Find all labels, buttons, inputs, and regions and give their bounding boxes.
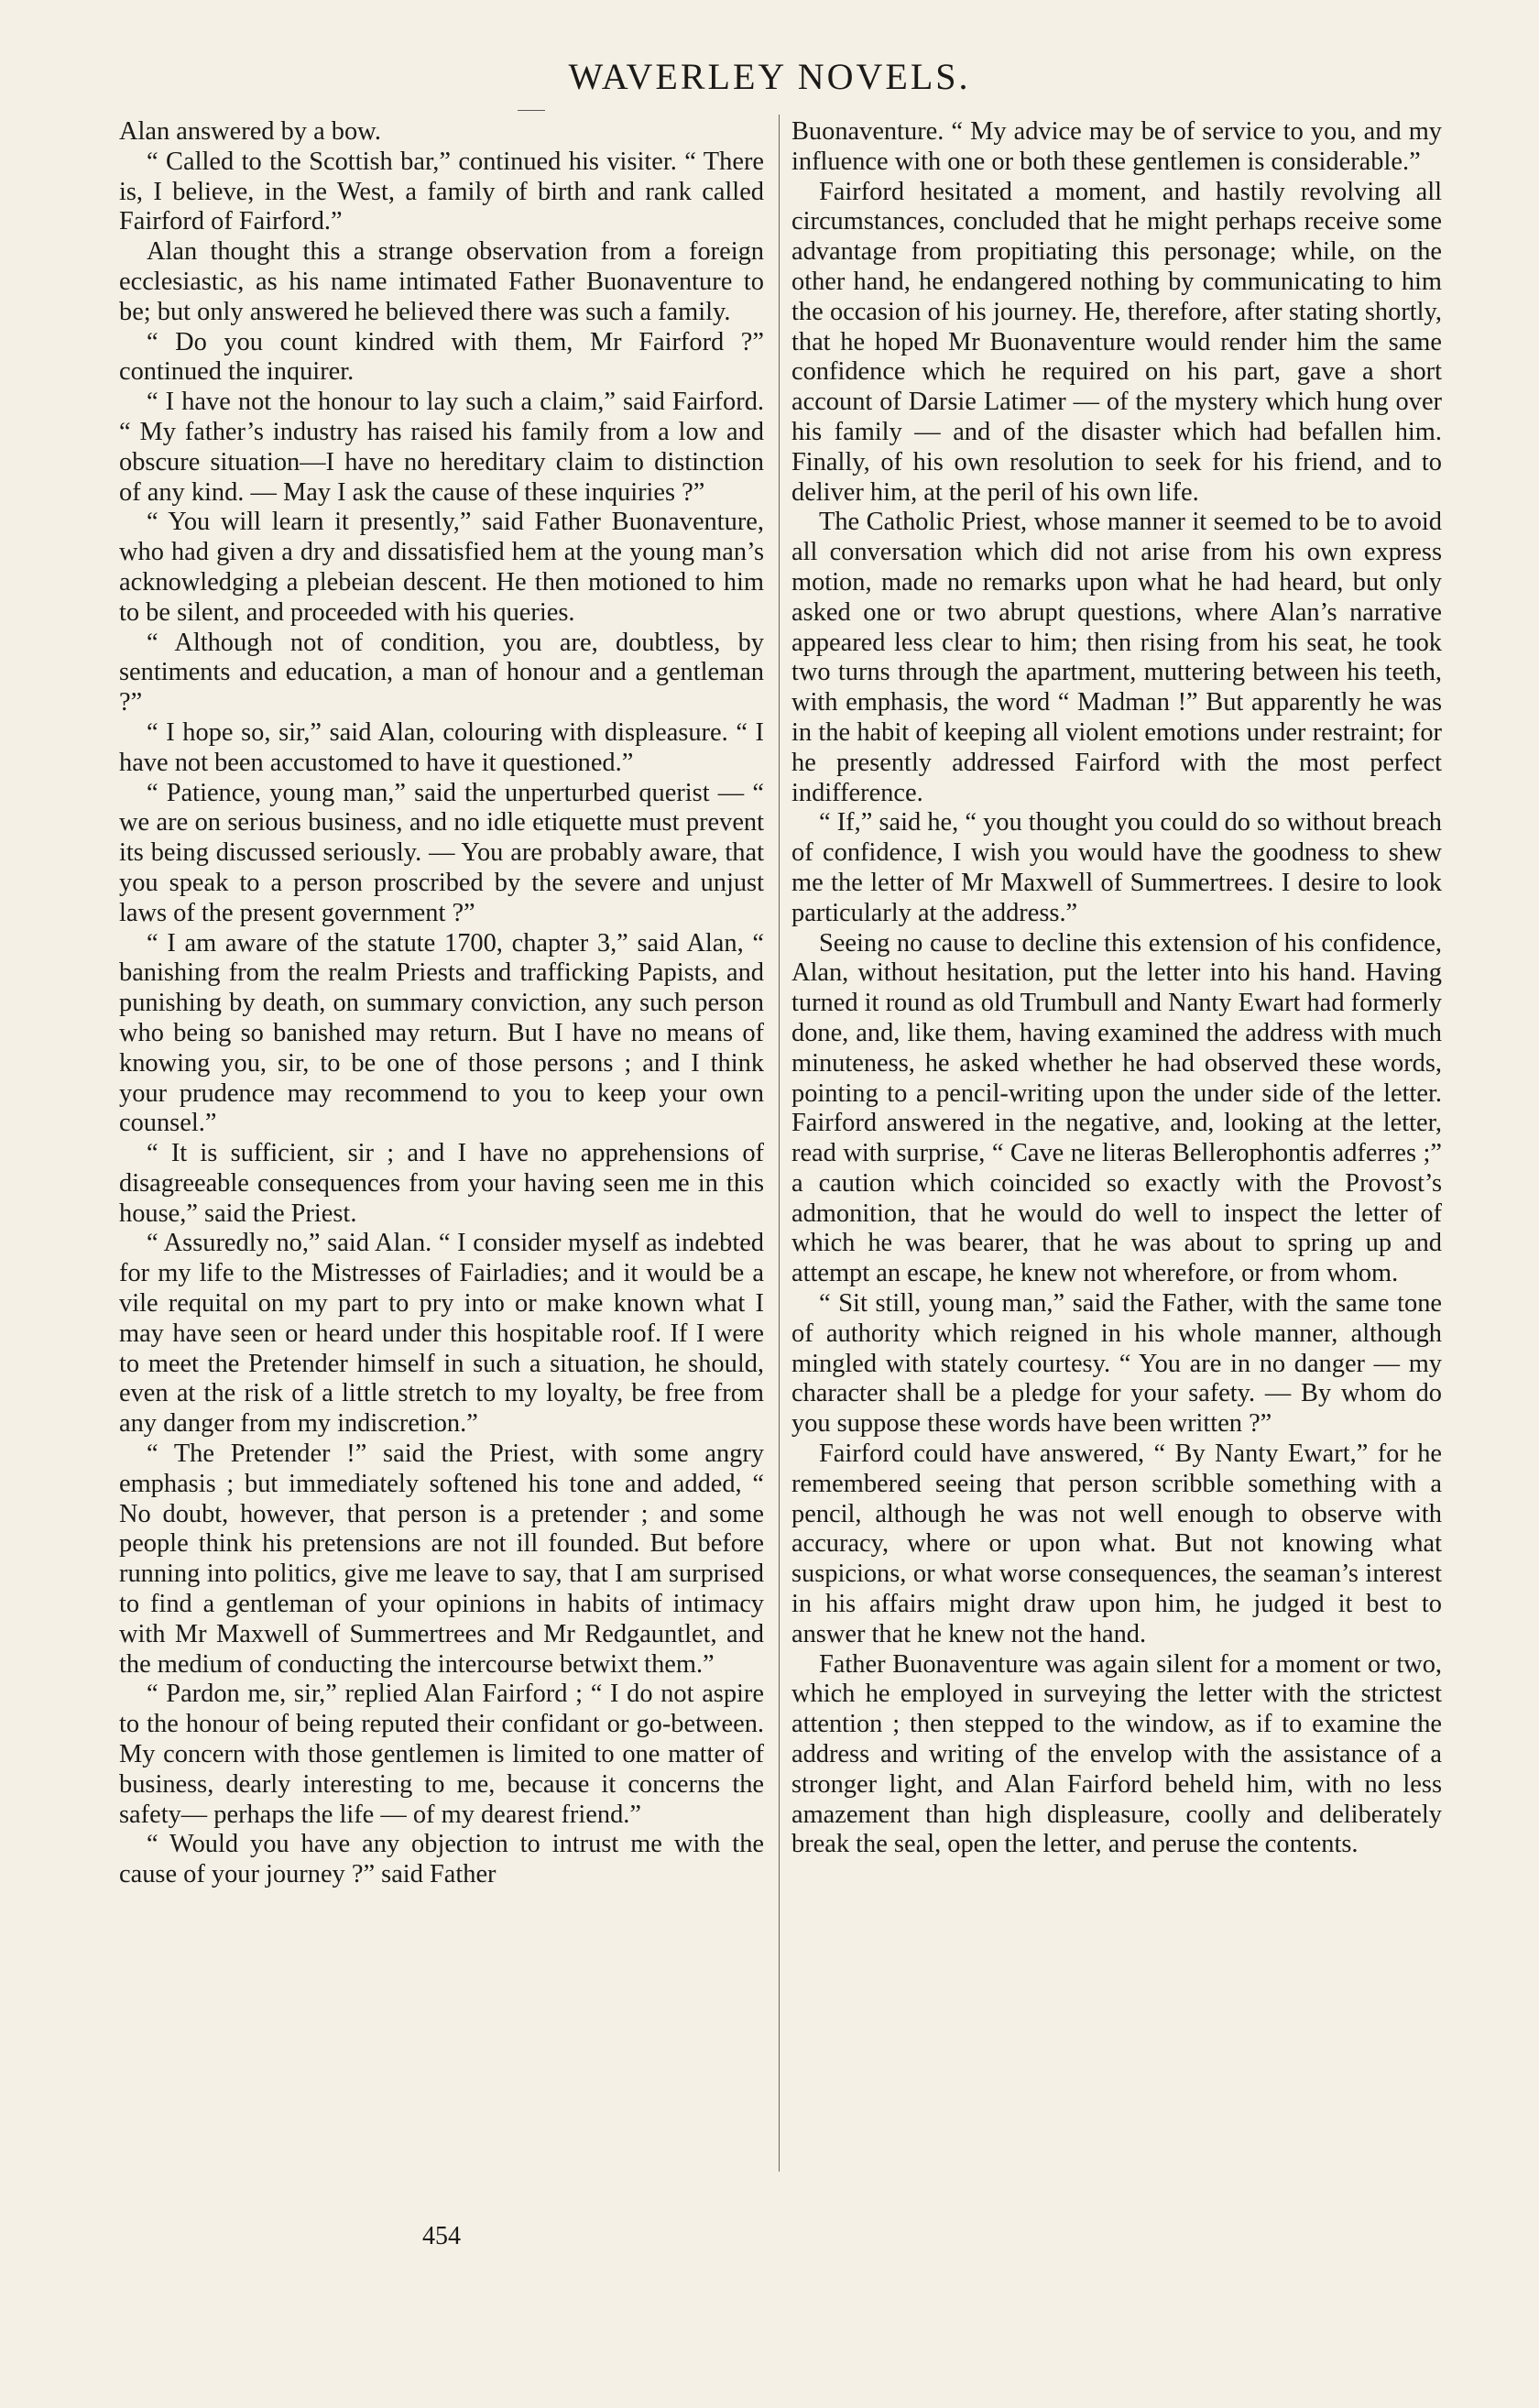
paragraph: Buonaventure. “ My advice may be of service to you, and my influence with one or both these gentlemen is considerable.”	[791, 117, 1442, 176]
paragraph: “ Although not of condition, you are, doubtless, by sentiments and education, a man of honour and a gentleman ?”	[119, 628, 764, 717]
page-number: 454	[422, 2222, 461, 2250]
paragraph: “ Called to the Scottish bar,” continued his visiter. “ There is, I believe, in the West, a family of birth and rank called Fairford of Fairford.”	[119, 147, 764, 236]
paragraph: “ I am aware of the statute 1700, chapter 3,” said Alan, “ banishing from the realm Priests and trafficking Papists, and punishing by death, on summary conviction, any such person who being so banished may return. But I have no means of knowing you, sir, to be one of those persons ; and I think your prudence may recommend to you to keep your own counsel.”	[119, 928, 764, 1138]
paragraph: “ The Pretender !” said the Priest, with some angry emphasis ; but immediately softened his tone and added, “ No doubt, however, that person is a pretender ; and some people think his pretensions are not ill founded. But before running into politics, give me leave to say, that I am surprised to find a gentleman of your opinions in habits of intimacy with Mr Maxwell of Summertrees and Mr Redgauntlet, and the medium of conducting the intercourse betwixt them.”	[119, 1439, 764, 1679]
paragraph: “ It is sufficient, sir ; and I have no apprehensions of disagreeable consequences from your having seen me in this house,” said the Priest.	[119, 1139, 764, 1228]
paragraph: Father Buonaventure was again silent for a moment or two, which he employed in surveying the letter with the strictest attention ; then stepped to the window, as if to examine the address and writing of the envelop with the assistance of a stronger light, and Alan Fairford beheld him, with no less amazement than high displeasure, coolly and deliberately break the seal, open the letter, and peruse the contents.	[791, 1649, 1442, 1859]
paragraph: “ I hope so, sir,” said Alan, colouring with displeasure. “ I have not been accustomed to have it questioned.”	[119, 717, 764, 777]
header-ornament-rule	[518, 110, 545, 111]
paragraph: Alan answered by a bow.	[119, 117, 381, 146]
paragraph: “ I have not the honour to lay such a claim,” said Fairford. “ My father’s industry has raised his family from a low and obscure situation—I have no hereditary claim to distinction of any kind. — May I ask the cause of these inquiries ?”	[119, 388, 764, 507]
paragraph: “ Sit still, young man,” said the Father, with the same tone of authority which reigned in his whole manner, although mingled with stately courtesy. “ You are in no danger — my character shall be a pledge for your safety. — By whom do you suppose these words have been written ?”	[791, 1289, 1442, 1439]
paragraph: Seeing no cause to decline this extension of his confidence, Alan, without hesitation, put the letter into his hand. Having turned it round as old Trumbull and Nanty Ewart had formerly done, and, like them, having examined the address with much minuteness, he asked whether he had observed these words, pointing to a pencil-writing upon the under side of the letter. Fairford answered in the negative, and, looking at the letter, read with surprise, “ Cave ne literas Bellerophontis adferres ;” a caution which coincided so exactly with the Provost’s admonition, that he would do well to inspect the letter of which he was bearer, that he was about to spring up and attempt an escape, he knew not wherefore, or from whom.	[791, 928, 1442, 1288]
column-divider	[779, 115, 780, 2172]
paragraph: “ If,” said he, “ you thought you could do so without breach of confidence, I wish you would have the goodness to shew me the letter of Mr Maxwell of Summertrees. I desire to look particularly at the address.”	[791, 808, 1442, 927]
paragraph: “ Pardon me, sir,” replied Alan Fairford ; “ I do not aspire to the honour of being reputed their confidant or go-between. My concern with those gentlemen is limited to one matter of business, dearly interesting to me, because it concerns the safety— perhaps the life — of my dearest friend.”	[119, 1680, 764, 1829]
paragraph: “ You will learn it presently,” said Father Buonaventure, who had given a dry and dissatisfied hem at the young man’s acknowledging a plebeian descent. He then motioned to him to be silent, and proceeded with his queries.	[119, 508, 764, 627]
paragraph: Fairford could have answered, “ By Nanty Ewart,” for he remembered seeing that person scribble something with a pencil, although he was not well enough to observe with accuracy, where or upon what. But not knowing what suspicions, or what worse consequences, the seaman’s interest in his affairs might draw upon him, he judged it best to answer that he knew not the hand.	[791, 1439, 1442, 1648]
paragraph: “ Do you count kindred with them, Mr Fairford ?” continued the inquirer.	[119, 327, 764, 387]
paragraph: Alan thought this a strange observation from a foreign ecclesiastic, as his name intimated Father Buonaventure to be; but only answered he believed there was such a family.	[119, 237, 764, 326]
paragraph: The Catholic Priest, whose manner it seemed to be to avoid all conversation which did not arise from his own express motion, made no remarks upon what he had heard, but only asked one or two abrupt questions, where Alan’s narrative appeared less clear to him; then rising from his seat, he took two turns through the apartment, muttering between his teeth, with emphasis, the word “ Madman !” But apparently he was in the habit of keeping all violent emotions under restraint; for he presently addressed Fairford with the most perfect indifference.	[791, 508, 1442, 807]
paragraph: Fairford hesitated a moment, and hastily revolving all circumstances, concluded that he might perhaps receive some advantage from propitiating this personage; while, on the other hand, he endangered nothing by communicating to him the occasion of his journey. He, therefore, after stating shortly, that he hoped Mr Buonaventure would render him the same confidence which he required on his part, gave a short account of Darsie Latimer — of the mystery which hung over his family — and of the disaster which had befallen him. Finally, of his own resolution to seek for his friend, and to deliver him, at the peril of his own life.	[791, 177, 1442, 507]
right-column	[791, 117, 1442, 1860]
left-column	[119, 117, 764, 1890]
paragraph: “ Would you have any objection to intrust me with the cause of your journey ?” said Father	[119, 1830, 764, 1889]
paragraph: “ Assuredly no,” said Alan. “ I consider myself as indebted for my life to the Mistresses of Fairladies; and it would be a vile requital on my part to pry into or make known what I may have seen or heard under this hospitable roof. If I were to meet the Pretender himself in such a situation, he should, even at the risk of a little stretch to my loyalty, be free from any danger from my indiscretion.”	[119, 1229, 764, 1439]
paragraph: “ Patience, young man,” said the unperturbed querist — “ we are on serious business, and no idle etiquette must prevent its being discussed seriously. — You are probably aware, that you speak to a person proscribed by the severe and unjust laws of the present government ?”	[119, 778, 764, 927]
running-title: WAVERLEY NOVELS.	[568, 56, 971, 97]
